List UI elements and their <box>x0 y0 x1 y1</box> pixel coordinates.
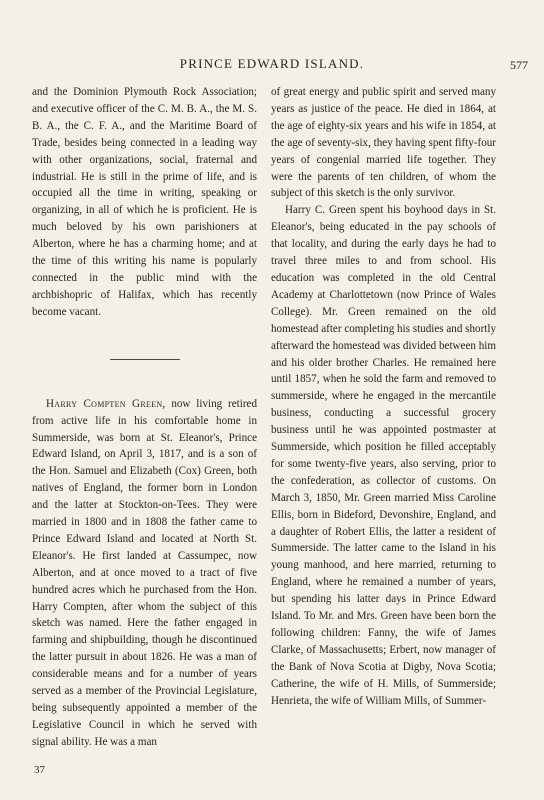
section-divider <box>110 359 180 360</box>
body-paragraph: Harry C. Green spent his boyhood days in St. Eleanor's, being educated in the pay schools of that locality, and during the early days he had to travel three miles to and from school. His education was completed in the old Central Academy at Charlottetown (now Prince of Wales College). Mr. Green remained on the old homestead after completing his studies and shortly afterward the homestead was divided between him and his older brother Charles. He remained here until 1857, when he sold the farm and removed to summerside, where he engaged in the mercantile business, conducting a successful grocery business until he was appointed postmaster at Summerside, which position he filled acceptably for some twenty-five years, also serving, prior to the confederation, as collector of customs. On March 3, 1850, Mr. Green married Miss Caroline Ellis, born in Bideford, Devonshire, England, and a daughter of Robert Ellis, the latter a resident of Summerside. The latter came to the Island in his young manhood, and here married, returning to England, where he remained a number of years, but spending his latter days in Prince Edward Island. To Mr. and Mrs. Green have been born the following children: Fanny, the wife of James Clarke, of Massachusetts; Erbert, now manager of the Bank of Nova Scotia at Digby, Nova Scotia; Catherine, the wife of H. Mills, of Summerside; Henrieta, the wife of William Mills, of Summer- <box>271 204 496 707</box>
biography-name: Harry Compten Green, <box>46 397 166 410</box>
left-column <box>32 84 257 751</box>
biography-paragraph <box>32 396 257 751</box>
biography-text: now living retired from active life in his comfortable home in Summerside, was born at St. Eleanor's, Prince Edward Island, on April 3, 1817, and is a son of the Hon. Samuel and Elizabeth (Cox) Green, both natives of England, the former born in London and the latter at Stockton-on-Tees. They were married in 1800 and in 1808 the father came to Prince Edward Island and located at North St. Eleanor's. He first landed at Cassumpec, now Alberton, and at once moved to a tract of five hundred acres which he purchased from the Hon. Harry Compten, after whom the subject of this sketch was named. Here the father engaged in farming and shipbuilding, though he discontinued the latter pursuit in about 1826. He was a man of considerable means and for a number of years served as a member of the Provincial Legislature, being subsequently appointed a member of the Legislative Council in which he served with signal ability. He was a man <box>32 397 257 748</box>
signature-mark: 37 <box>34 764 45 776</box>
continued-paragraph: and the Dominion Plymouth Rock Association; and executive officer of the C. M. B. A., the M. S. B. A., the C. F. A., and the Maritime Board of Trade, besides being connected in a leading way with other organizations, social, fraternal and industrial. He is still in the prime of life, and is occupied all the time in writing, speaking or organizing, in all of which he is proficient. He is much beloved by his own parishioners at Alberton, where he has a charming home; and at the time of this writing his name is popularly connected in the public mind with the archbishopric of Halifax, which has recently become vacant. <box>32 86 257 318</box>
continued-paragraph-right: of great energy and public spirit and served many years as justice of the peace. He died in 1864, at the age of eighty-six years and his wife in 1854, at the age of seventy-six, they having spent fifty-four years of congenial married life together. They were the parents of ten children, of whom the subject of this sketch is the only survivor. <box>271 86 496 200</box>
page-number: 577 <box>510 58 528 72</box>
running-head: PRINCE EDWARD ISLAND. <box>179 56 365 71</box>
right-column <box>271 84 496 710</box>
